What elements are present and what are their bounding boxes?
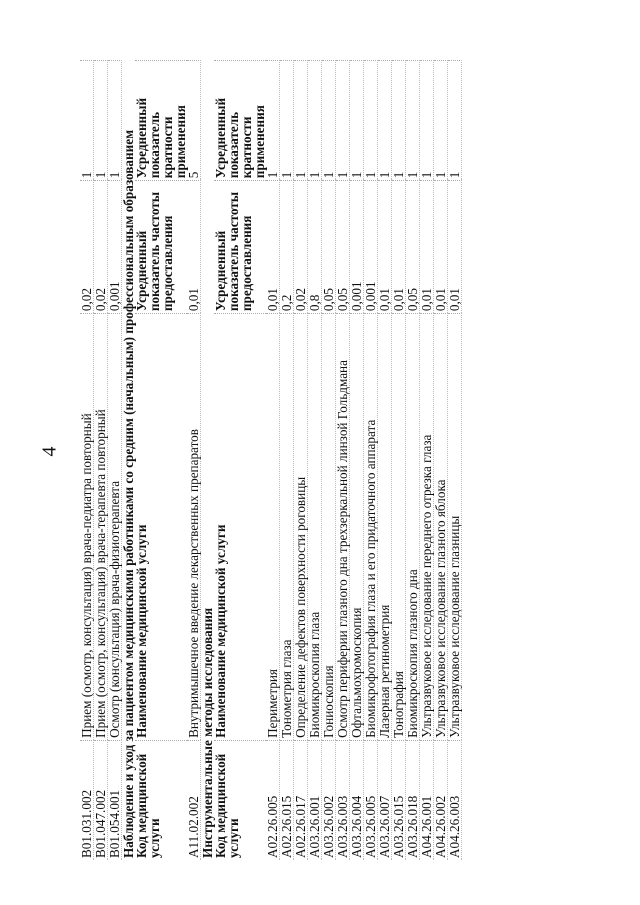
frequency-value: 0,05 xyxy=(322,181,336,314)
multiplicity-value: 1 xyxy=(80,61,94,181)
header-multiplicity: Усредненный показатель кратности применения xyxy=(214,61,266,181)
service-code: A03.26.002 xyxy=(322,740,336,860)
frequency-value: 0,05 xyxy=(336,181,350,314)
table-row xyxy=(322,61,336,861)
table-row xyxy=(80,61,94,861)
multiplicity-value: 1 xyxy=(406,61,420,181)
header-frequency: Усредненный показатель частоты предоставления xyxy=(214,181,266,314)
frequency-value: 0,001 xyxy=(350,181,364,314)
table-row xyxy=(420,61,434,861)
service-code: B01.054.001 xyxy=(108,740,122,860)
multiplicity-value: 1 xyxy=(280,61,294,181)
table-row xyxy=(350,61,364,861)
service-name: Биомикрофотография глаза и его придаточного аппарата xyxy=(364,314,378,741)
service-name: Гониоскопия xyxy=(322,314,336,741)
service-code: A03.26.004 xyxy=(350,740,364,860)
service-code: A02.26.015 xyxy=(280,740,294,860)
section-title-row xyxy=(201,61,215,861)
frequency-value: 0,01 xyxy=(378,181,392,314)
service-code: A04.26.002 xyxy=(434,740,448,860)
table-row xyxy=(308,61,322,861)
header-name: Наименование медицинской услуги xyxy=(214,314,266,741)
service-name: Внутримышечное введение лекарственных препаратов xyxy=(187,314,201,741)
multiplicity-value: 1 xyxy=(336,61,350,181)
service-name: Лазерная ретинометрия xyxy=(378,314,392,741)
table-row xyxy=(280,61,294,861)
table-row xyxy=(294,61,308,861)
service-code: B01.047.002 xyxy=(94,740,108,860)
table-header-row xyxy=(135,61,187,861)
service-name: Биомикроскопия глаза xyxy=(308,314,322,741)
service-name: Ультразвуковое исследование глазницы xyxy=(448,314,462,741)
service-code: A04.26.003 xyxy=(448,740,462,860)
table-header-row xyxy=(214,61,266,861)
multiplicity-value: 5 xyxy=(187,61,201,181)
service-name: Прием (осмотр, консультация) врача-педиатра повторный xyxy=(80,314,94,741)
header-frequency: Усредненный показатель частоты предоставления xyxy=(135,181,187,314)
frequency-value: 0,02 xyxy=(94,181,108,314)
header-code: Код медицинской услуги xyxy=(214,740,266,860)
service-name: Ультразвуковое исследование переднего отрезка глаза xyxy=(420,314,434,741)
multiplicity-value: 1 xyxy=(392,61,406,181)
multiplicity-value: 1 xyxy=(434,61,448,181)
multiplicity-value: 1 xyxy=(266,61,280,181)
multiplicity-value: 1 xyxy=(420,61,434,181)
service-code: A03.26.001 xyxy=(308,740,322,860)
table-row xyxy=(266,61,280,861)
service-name: Осмотр периферии глазного дна трехзеркальной линзой Гольдмана xyxy=(336,314,350,741)
table-row xyxy=(392,61,406,861)
frequency-value: 0,01 xyxy=(420,181,434,314)
frequency-value: 0,001 xyxy=(108,181,122,314)
multiplicity-value: 1 xyxy=(308,61,322,181)
section-title-row xyxy=(122,61,136,861)
table-row xyxy=(187,61,201,861)
table-row xyxy=(378,61,392,861)
frequency-value: 0,01 xyxy=(448,181,462,314)
service-code: A11.02.002 xyxy=(187,740,201,860)
section-title: Наблюдение и уход за пациентом медицинскими работниками со средним (начальным) профессиональным образованием xyxy=(121,129,136,858)
table-row xyxy=(336,61,350,861)
services-table-body xyxy=(80,61,462,861)
frequency-value: 0,01 xyxy=(187,181,201,314)
frequency-value: 0,8 xyxy=(308,181,322,314)
table-row xyxy=(364,61,378,861)
table-row xyxy=(94,61,108,861)
service-code: A03.26.018 xyxy=(406,740,420,860)
service-code: A03.26.007 xyxy=(378,740,392,860)
multiplicity-value: 1 xyxy=(294,61,308,181)
service-name: Тонометрия глаза xyxy=(280,314,294,741)
service-code: A03.26.015 xyxy=(392,740,406,860)
multiplicity-value: 1 xyxy=(364,61,378,181)
section-title: Инструментальные методы исследования xyxy=(200,607,215,858)
service-code: A03.26.005 xyxy=(364,740,378,860)
multiplicity-value: 1 xyxy=(94,61,108,181)
header-name: Наименование медицинской услуги xyxy=(135,314,187,741)
multiplicity-value: 1 xyxy=(448,61,462,181)
header-multiplicity: Усредненный показатель кратности применения xyxy=(135,61,187,181)
service-name: Осмотр (консультация) врача-физиотерапевта xyxy=(108,314,122,741)
document-sheet xyxy=(80,60,600,860)
frequency-value: 0,05 xyxy=(406,181,420,314)
service-code: A02.26.005 xyxy=(266,740,280,860)
service-code: A04.26.001 xyxy=(420,740,434,860)
table-row xyxy=(406,61,420,861)
table-row xyxy=(434,61,448,861)
service-name: Определение дефектов поверхности роговицы xyxy=(294,314,308,741)
multiplicity-value: 1 xyxy=(350,61,364,181)
frequency-value: 0,02 xyxy=(80,181,94,314)
multiplicity-value: 1 xyxy=(322,61,336,181)
multiplicity-value: 1 xyxy=(378,61,392,181)
service-name: Ультразвуковое исследование глазного яблока xyxy=(434,314,448,741)
frequency-value: 0,01 xyxy=(434,181,448,314)
table-row xyxy=(108,61,122,861)
service-code: A03.26.003 xyxy=(336,740,350,860)
multiplicity-value: 1 xyxy=(108,61,122,181)
service-name: Офтальмохромоскопия xyxy=(350,314,364,741)
service-code: B01.031.002 xyxy=(80,740,94,860)
header-code: Код медицинской услуги xyxy=(135,740,187,860)
frequency-value: 0,2 xyxy=(280,181,294,314)
frequency-value: 0,01 xyxy=(392,181,406,314)
page-number: 4 xyxy=(38,446,61,457)
services-table xyxy=(80,60,462,860)
service-name: Тонография xyxy=(392,314,406,741)
frequency-value: 0,01 xyxy=(266,181,280,314)
frequency-value: 0,02 xyxy=(294,181,308,314)
service-name: Биомикроскопия глазного дна xyxy=(406,314,420,741)
service-name: Периметрия xyxy=(266,314,280,741)
service-name: Прием (осмотр, консультация) врача-терапевта повторный xyxy=(94,314,108,741)
service-code: A02.26.017 xyxy=(294,740,308,860)
frequency-value: 0,001 xyxy=(364,181,378,314)
table-row xyxy=(448,61,462,861)
